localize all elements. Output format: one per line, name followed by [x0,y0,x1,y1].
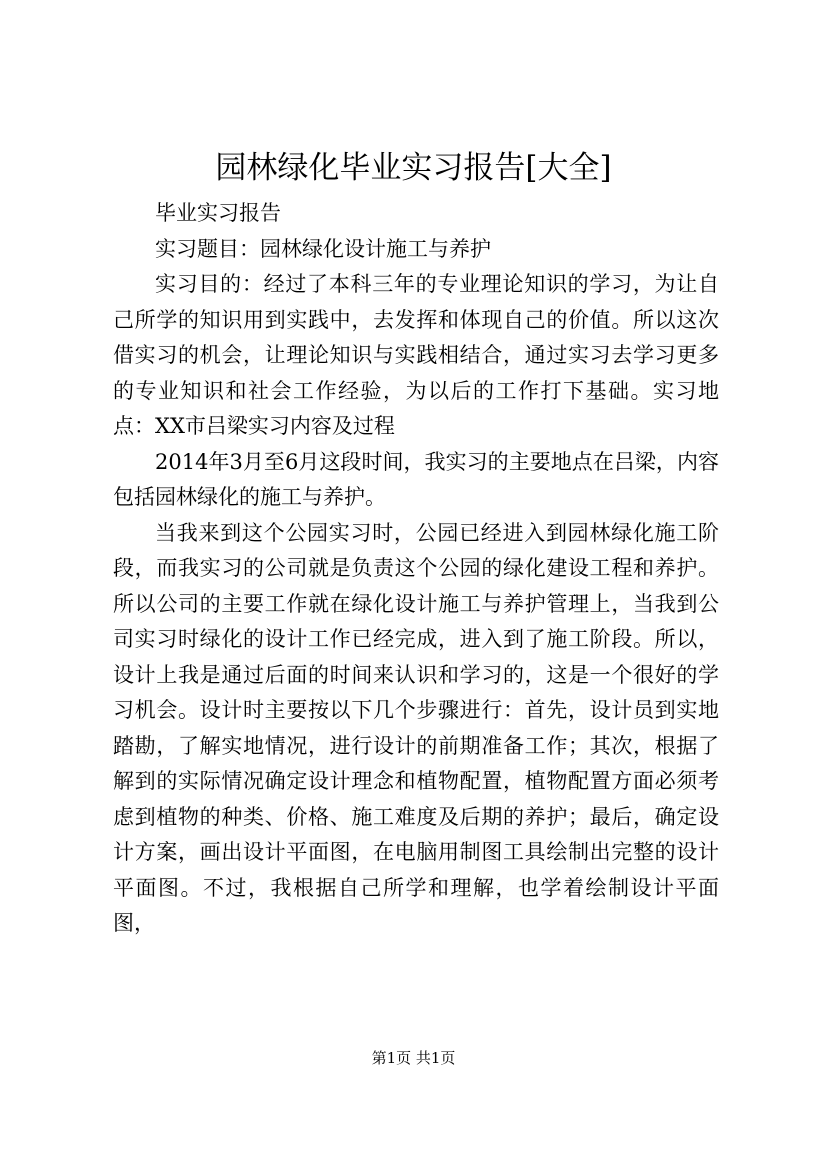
document-title: 园林绿化毕业实习报告[大全] [215,150,612,186]
page-footer: 第1页 共1页 [371,1049,456,1067]
paragraph-purpose: 实习目的：经过了本科三年的专业理论知识的学习，为让自己所学的知识用到实践中，去发挥和体现自己的价值。所以这次借实习的机会，让理论知识与实践相结合，通过实习去学习更多的专业知识和社会工作经验，为以后的工作打下基础。实习地点：XX市吕梁实习内容及过程 [113,272,719,438]
paragraph-period: 2014年3月至6月这段时间，我实习的主要地点在吕梁，内容包括园林绿化的施工与养护。 [113,449,719,509]
paragraph-process: 当我来到这个公园实习时，公园已经进入到园林绿化施工阶段，而我实习的公司就是负责这个公园的绿化建设工程和养护。所以公司的主要工作就在绿化设计施工与养护管理上，当我到公司实习时绿化的设计工作已经完成，进入到了施工阶段。所以，设计上我是通过后面的时间来认识和学习的，这是一个很好的学习机会。设计时主要按以下几个步骤进行：首先，设计员到实地踏勘，了解实地情况，进行设计的前期准备工作；其次，根据了解到的实际情况确定设计理念和植物配置，植物配置方面必须考虑到植物的种类、价格、施工难度及后期的养护；最后，确定设计方案，画出设计平面图，在电脑用制图工具绘制出完整的设计平面图。不过，我根据自己所学和理解，也学着绘制设计平面图， [113,520,719,935]
document-body [113,196,719,942]
paragraph-topic: 实习题目：园林绿化设计施工与养护 [155,236,491,261]
paragraph-report-heading: 毕业实习报告 [155,201,281,225]
